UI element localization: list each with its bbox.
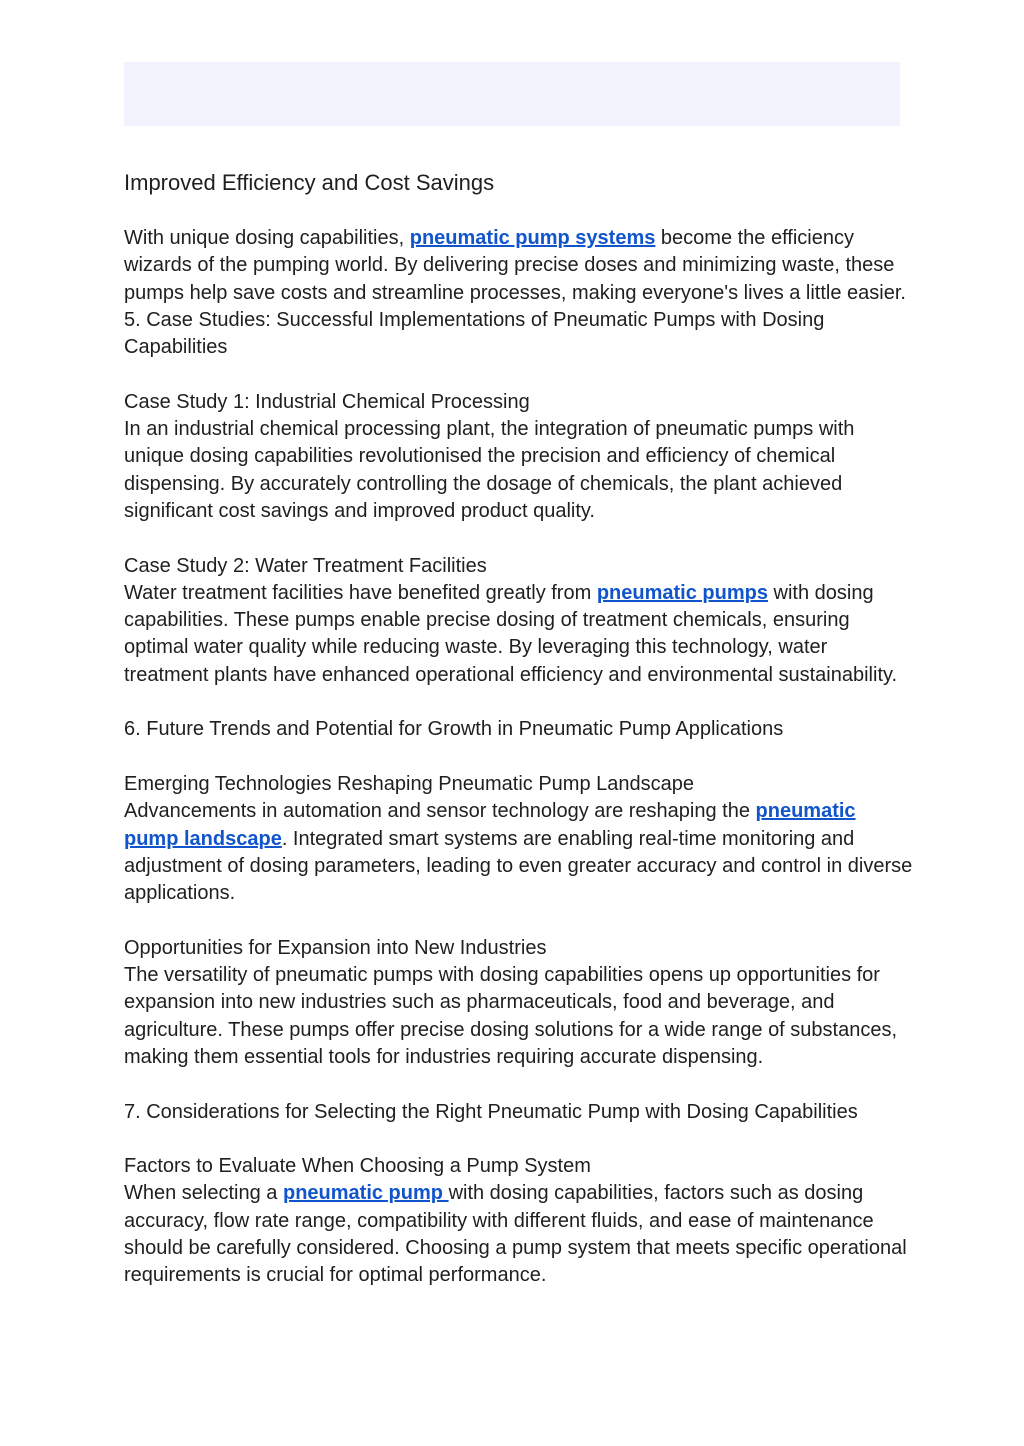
opportunities-body: The versatility of pneumatic pumps with dosing capabilities opens up opportunities for expansion into new industries such as pharmaceuticals, food and beverage, and agriculture. These pumps offer precise dosing solutions for a wide range of substances, making them essential tools for industries requiring accurate dispensing. <box>124 964 898 1068</box>
case-study-1 <box>124 389 914 525</box>
emerging-technologies-heading: Emerging Technologies Reshaping Pneumatic Pump Landscape <box>124 772 694 795</box>
document-body <box>124 168 914 1317</box>
pneumatic-pump-link[interactable]: pneumatic pump <box>282 1182 449 1205</box>
pneumatic-pumps-link[interactable]: pneumatic pumps <box>596 581 768 604</box>
section-6-heading: 6. Future Trends and Potential for Growth in Pneumatic Pump Applications <box>124 718 784 741</box>
section-7-heading: 7. Considerations for Selecting the Right Pneumatic Pump with Dosing Capabilities <box>124 1100 858 1123</box>
section-title: Improved Efficiency and Cost Savings <box>124 170 495 195</box>
case-study-2-heading: Case Study 2: Water Treatment Facilities <box>124 554 487 577</box>
top-banner <box>124 62 900 126</box>
case-study-1-body: In an industrial chemical processing plant, the integration of pneumatic pumps with unique dosing capabilities revolutionised the precision and efficiency of chemical dispensing. By accurately controlling the dosage of chemicals, the plant achieved significant cost savings and improved product quality. <box>124 418 855 522</box>
factors-evaluate: Factors to Evaluate When Choosing a Pump System When selecting a pneumatic pump with dosing capabilities, factors such as dosing accuracy, flow rate range, compatibility with different fluids, and ease of maintenance should be carefully considered. Choosing a pump system that meets specific operational requirements is crucial for optimal performance. <box>124 1153 914 1289</box>
emerging-technologies: Emerging Technologies Reshaping Pneumatic Pump Landscape Advancements in automation and sensor technology are reshaping the pneumatic pump landscape. Integrated smart systems are enabling real-time monitoring and adjustment of dosing parameters, leading to even greater accuracy and control in diverse applications. <box>124 772 913 905</box>
opportunities-expansion <box>124 935 914 1071</box>
case-study-2: Case Study 2: Water Treatment Facilities Water treatment facilities have benefited greatly from pneumatic pumps with dosing capabilities. These pumps enable precise dosing of treatment chemicals, ensuring optimal water quality while reducing waste. By leveraging this technology, water treatment plants have enhanced operational efficiency and environmental sustainability. <box>124 553 914 689</box>
case-study-1-heading: Case Study 1: Industrial Chemical Processing <box>124 390 530 413</box>
pneumatic-pump-systems-link[interactable]: pneumatic pump systems <box>409 227 656 249</box>
factors-heading: Factors to Evaluate When Choosing a Pump System <box>124 1155 591 1178</box>
opportunities-heading: Opportunities for Expansion into New Industries <box>124 936 547 959</box>
intro-paragraph: With unique dosing capabilities, pneumatic pump systems become the efficiency wizards of the pumping world. By delivering precise doses and minimizing waste, these pumps help save costs and streamline processes, making everyone's lives a little easier. 5. Case Studies: Successful Implementations of Pneumatic Pumps with Dosing Capabilities <box>124 227 906 359</box>
pneumatic-pump-landscape-link[interactable]: pneumatic pump landscape <box>124 800 856 850</box>
